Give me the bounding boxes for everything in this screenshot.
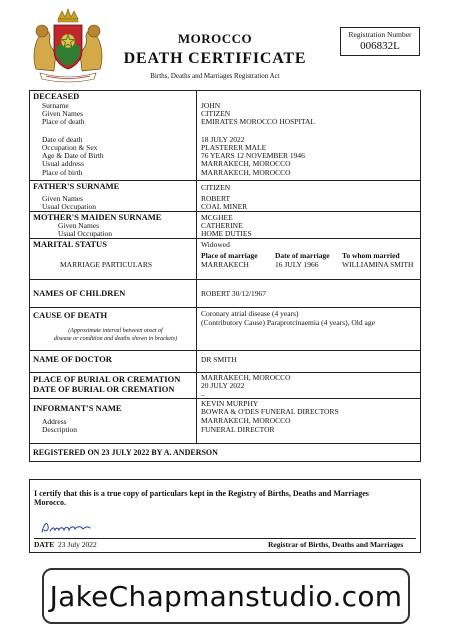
mother-given-label: Given Names: [58, 221, 100, 230]
mother-occupation-label: Usual Occupation: [58, 229, 112, 238]
signature-image: [38, 518, 98, 536]
deceased-heading: DECEASED: [33, 91, 80, 101]
place-of-death-value: EMIRATES MOROCCO HOSPITAL: [201, 117, 315, 126]
divider: [30, 307, 420, 308]
burial-date-heading: DATE OF BURIAL OR CREMATION: [33, 384, 175, 394]
father-given-label: Given Names: [42, 194, 84, 203]
divider: [30, 350, 420, 351]
date-of-death-label: Date of death: [42, 135, 83, 144]
marital-status: Widowed: [201, 240, 230, 249]
registrar-title: Registrar of Births, Deaths and Marriages: [268, 540, 404, 549]
age-label: Age & Date of Birth: [42, 151, 104, 160]
marriage-place-header: Place of marriage: [201, 251, 258, 260]
cause-heading: CAUSE OF DEATH: [33, 310, 108, 320]
registration-label: Registration Number: [348, 30, 412, 39]
mother-heading: MOTHER'S MAIDEN SURNAME: [33, 212, 162, 222]
date-of-death-value: 18 JULY 2022: [201, 135, 245, 144]
informant-description: FUNERAL DIRECTOR: [201, 425, 275, 434]
cause-note-2: disease or condition and deaths shown in brackets): [53, 336, 178, 342]
burial-dash: –: [201, 390, 205, 399]
cause-line-1: Coronary atrial disease (4 years): [201, 309, 299, 318]
informant-heading: INFORMANT'S NAME: [33, 403, 122, 413]
divider: [30, 443, 420, 444]
marriage-particulars-label: MARRIAGE PARTICULARS: [60, 260, 152, 269]
occupation-value: PLASTERER MALE: [201, 143, 267, 152]
registration-box: [340, 27, 420, 56]
column-divider: [196, 91, 197, 443]
mother-given: CATHERINE: [201, 221, 243, 230]
father-surname: CITIZEN: [201, 183, 231, 192]
doctor-value: DR SMITH: [201, 355, 237, 364]
place-of-birth-label: Place of birth: [42, 168, 83, 177]
registered-line: REGISTERED ON 23 JULY 2022 BY A. ANDERSON: [33, 448, 218, 457]
act-subtitle: Births, Deaths and Marriages Registration Act: [150, 72, 280, 80]
certification-box: [29, 479, 421, 553]
divider: [30, 279, 420, 280]
usual-address-label: Usual address: [42, 159, 84, 168]
marriage-spouse-header: To whom married: [342, 251, 400, 260]
coat-of-arms-icon: [28, 7, 108, 83]
informant-address-2: MARRAKECH, MOROCCO: [201, 416, 291, 425]
burial-place: MARRAKECH, MOROCCO: [201, 373, 291, 382]
marriage-place: MARRAKECH: [201, 260, 249, 269]
burial-place-heading: PLACE OF BURIAL OR CREMATION: [33, 374, 181, 384]
place-of-death-label: Place of death: [42, 117, 85, 126]
occupation-label: Occupation & Sex: [42, 143, 98, 152]
father-given: ROBERT: [201, 194, 231, 203]
certify-line-1: I certify that this is a true copy of particulars kept in the Registry of Births, Deaths and Marriages: [34, 489, 369, 498]
given-names-label: Given Names: [42, 109, 84, 118]
marriage-date: 16 JULY 1966: [275, 260, 319, 269]
usual-address-value: MARRAKECH, MOROCCO: [201, 159, 291, 168]
burial-date: 20 JULY 2022: [201, 381, 245, 390]
watermark-text: JakeChapmanstudio.com: [49, 579, 403, 613]
informant-address-label: Address: [42, 417, 67, 426]
marriage-date-header: Date of marriage: [275, 251, 330, 260]
father-heading: FATHER'S SURNAME: [33, 181, 120, 191]
country-title: MOROCCO: [177, 31, 253, 46]
mother-occupation: HOME DUTIES: [201, 229, 252, 238]
children-heading: NAMES OF CHILDREN: [33, 288, 126, 298]
certify-date-value: 23 July 2022: [58, 540, 97, 549]
surname-label: Surname: [42, 101, 69, 110]
cause-note-1: (Approximate interval between onset of: [68, 328, 163, 334]
certify-date-label: DATE: [34, 540, 55, 549]
signature-line: [34, 538, 416, 539]
informant-address-1: BOWRA & O'DES FUNERAL DIRECTORS: [201, 407, 339, 416]
watermark-banner: [42, 568, 410, 624]
document-title: DEATH CERTIFICATE: [123, 50, 307, 67]
doctor-heading: NAME OF DOCTOR: [33, 354, 112, 364]
certify-line-2: Morocco.: [34, 498, 67, 507]
particulars-table: [29, 90, 421, 462]
surname-value: JOHN: [201, 101, 221, 110]
age-value: 76 YEARS 12 NOVEMBER 1946: [201, 151, 305, 160]
registration-number: 006832L: [360, 40, 400, 52]
father-occupation-label: Usual Occupation: [42, 202, 96, 211]
marital-heading: MARITAL STATUS: [33, 239, 107, 249]
father-occupation: COAL MINER: [201, 202, 248, 211]
mother-surname: MCGHEE: [201, 213, 233, 222]
children-value: ROBERT 30/12/1967: [201, 289, 267, 298]
informant-name: KEVIN MURPHY: [201, 399, 259, 408]
given-names-value: CITIZEN: [201, 109, 231, 118]
informant-description-label: Description: [42, 425, 77, 434]
cause-line-2: (Contributory Cause) Paraprotcinaemia (4 years), Old age: [201, 318, 375, 327]
place-of-birth-value: MARRAKECH, MOROCCO: [201, 168, 291, 177]
certify-date-row: [34, 541, 97, 549]
marriage-spouse: WILLIAMINA SMITH: [342, 260, 414, 269]
